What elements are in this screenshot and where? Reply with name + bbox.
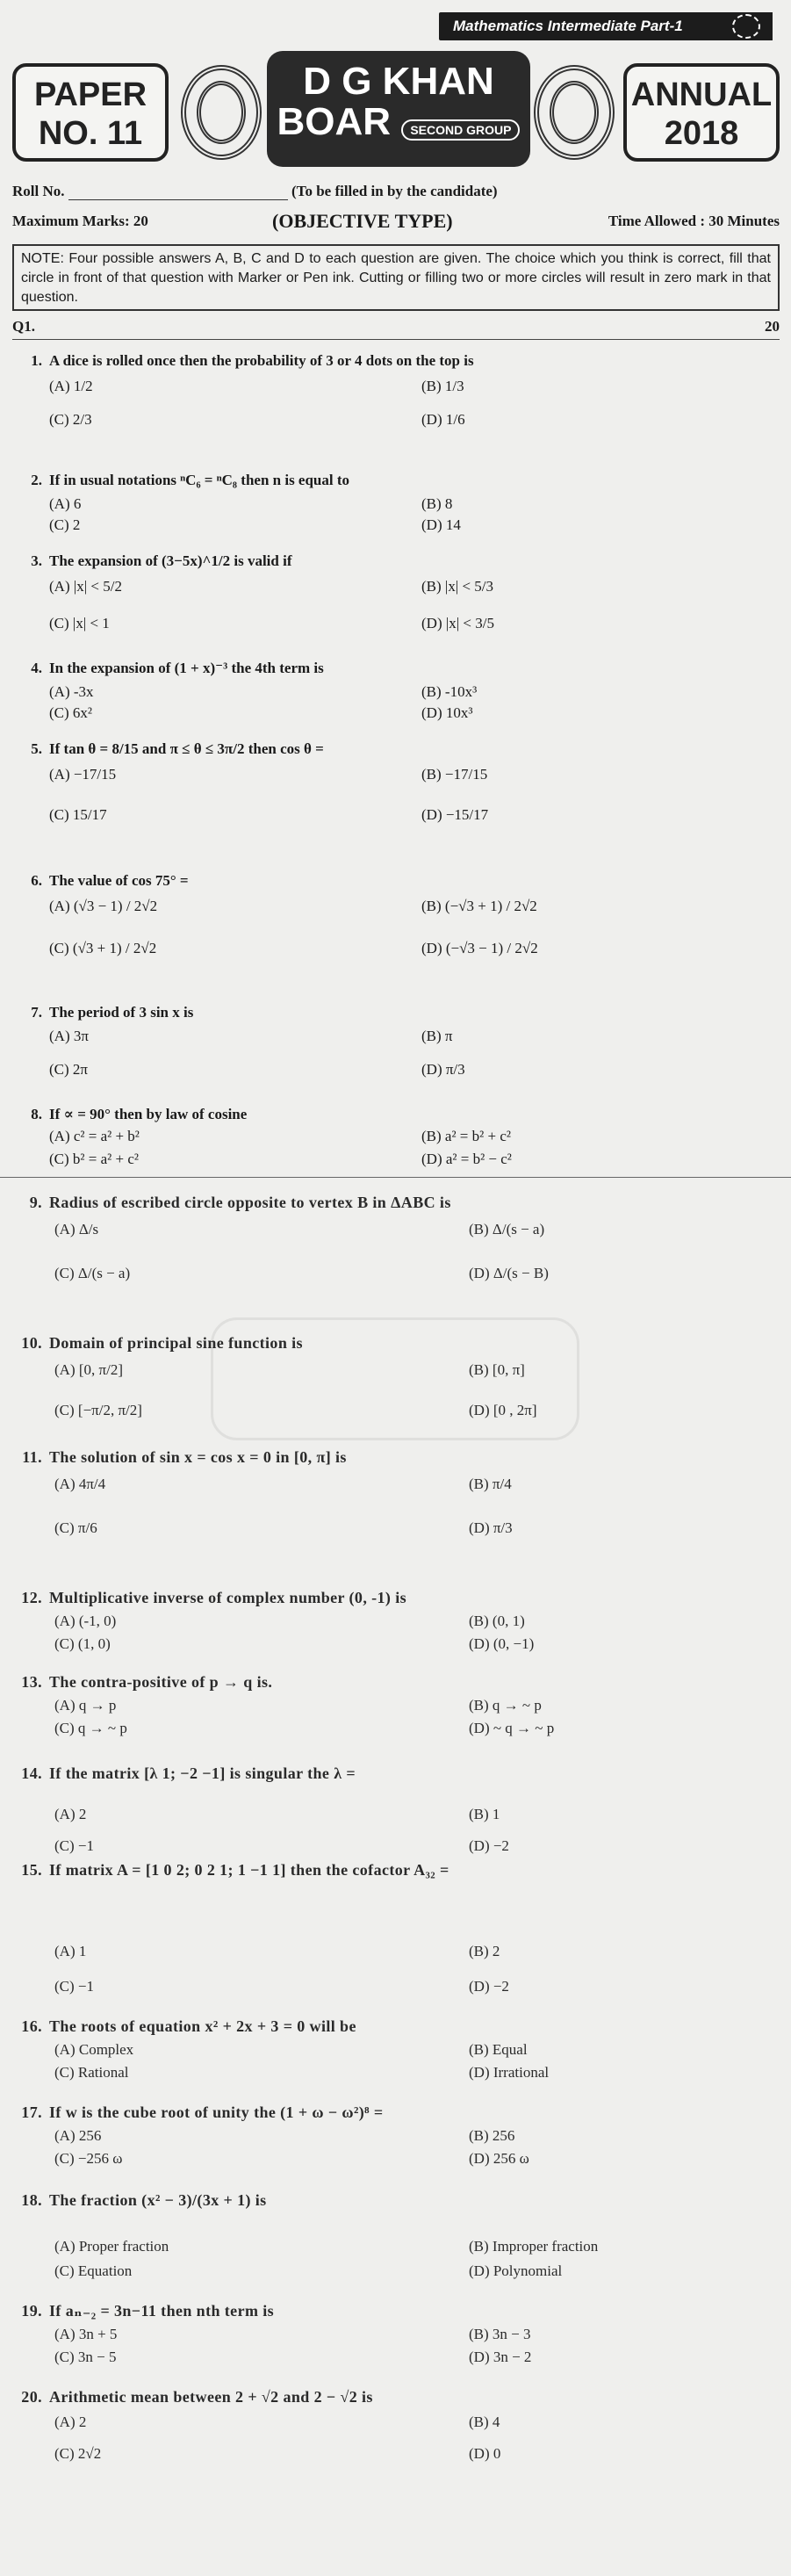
option-a: (A) 2 xyxy=(54,2414,87,2430)
question-number: 15. xyxy=(21,1861,42,1879)
option-b: (B) (0, 1) xyxy=(469,1613,525,1629)
option-a: (A) 2 xyxy=(54,1806,87,1822)
question-stem xyxy=(11,1105,780,1124)
question-item xyxy=(11,1447,780,1536)
option-c: (C) |x| < 1 xyxy=(49,615,110,631)
question-item xyxy=(11,2190,780,2279)
question-number: 2. xyxy=(31,472,42,488)
question-stem xyxy=(11,1588,780,1607)
question-item xyxy=(11,871,780,956)
session-year: 2018 xyxy=(664,115,739,152)
option-a: (A) 256 xyxy=(54,2127,102,2144)
question-text: If ∝ = 90° then by law of cosine xyxy=(49,1106,248,1122)
roll-hint: (To be filled in by the candidate) xyxy=(291,183,498,199)
option-a: (A) 3π xyxy=(49,1028,89,1044)
option-d: (D) Irrational xyxy=(469,2064,550,2081)
option-b: (B) −17/15 xyxy=(421,766,488,783)
option-d: (D) −2 xyxy=(469,1978,509,1995)
right-ring-ornament xyxy=(534,65,615,160)
question-text: Arithmetic mean between 2 + √2 and 2 − √2 is xyxy=(49,2388,373,2406)
question-number: 3. xyxy=(31,552,42,569)
question-item xyxy=(11,2301,780,2365)
question-text: The roots of equation x² + 2x + 3 = 0 will be xyxy=(49,2017,356,2035)
option-a: (A) c² = a² + b² xyxy=(49,1128,140,1144)
option-d: (D) a² = b² − c² xyxy=(421,1151,512,1167)
roll-row xyxy=(12,183,780,204)
option-c: (C) 3n − 5 xyxy=(54,2349,117,2365)
question-text: Multiplicative inverse of complex number (0, -1) is xyxy=(49,1589,407,1606)
option-a: (A) 4π/4 xyxy=(54,1476,106,1492)
question-number: 11. xyxy=(22,1448,42,1466)
option-b: (B) π/4 xyxy=(469,1476,512,1492)
question-stem xyxy=(11,351,780,371)
option-b: (B) [0, π] xyxy=(469,1361,525,1378)
question-text: The period of 3 sin x is xyxy=(49,1004,194,1021)
roll-label: Roll No. xyxy=(12,183,65,199)
paper-number: NO. 11 xyxy=(38,115,143,152)
option-b: (B) (−√3 + 1) / 2√2 xyxy=(421,898,537,914)
question-text: If the matrix [λ 1; −2 −1] is singular the λ = xyxy=(49,1764,356,1782)
option-d: (D) π/3 xyxy=(469,1519,513,1536)
question-item xyxy=(11,1333,780,1418)
option-c: (C) Δ/(s − a) xyxy=(54,1265,131,1281)
option-b: (B) π xyxy=(421,1028,453,1044)
option-c: (C) Rational xyxy=(54,2064,129,2081)
question-item xyxy=(11,552,780,631)
question-number: 20. xyxy=(21,2388,42,2406)
paper-label: PAPER xyxy=(33,76,147,113)
question-stem xyxy=(11,659,780,678)
question-item xyxy=(11,2103,780,2167)
option-c: (C) 2√2 xyxy=(54,2445,102,2462)
question-item xyxy=(11,659,780,721)
question-number: 4. xyxy=(31,660,42,676)
option-d: (D) 256 ω xyxy=(469,2150,529,2167)
paper-header xyxy=(12,51,780,174)
question-item xyxy=(11,1764,780,1854)
question-stem xyxy=(11,1764,780,1783)
option-c: (C) (1, 0) xyxy=(54,1635,111,1652)
question-item xyxy=(11,1672,780,1736)
question-marks: 20 xyxy=(765,318,780,335)
question-item xyxy=(11,1588,780,1652)
option-c: (C) 2/3 xyxy=(49,411,92,428)
option-c: (C) (√3 + 1) / 2√2 xyxy=(49,940,157,956)
header-divider xyxy=(12,339,780,340)
option-b: (B) 4 xyxy=(469,2414,500,2430)
question-number: 12. xyxy=(21,1589,42,1606)
option-a: (A) 1/2 xyxy=(49,378,93,394)
paper-number-box xyxy=(12,63,169,162)
option-c: (C) 15/17 xyxy=(49,806,107,823)
question-item xyxy=(11,1193,780,1281)
option-d: (D) π/3 xyxy=(421,1061,465,1078)
question-text: If aₙ₋₂ = 3n−11 then nth term is xyxy=(49,2302,275,2320)
option-d: (D) −15/17 xyxy=(421,806,489,823)
max-marks: Maximum Marks: 20 xyxy=(12,213,148,229)
ornament-icon xyxy=(732,14,760,39)
option-d: (D) 3n − 2 xyxy=(469,2349,532,2365)
option-d: (D) 1/6 xyxy=(421,411,465,428)
option-b: (B) 1 xyxy=(469,1806,500,1822)
subject-banner xyxy=(439,12,773,40)
option-b: (B) 2 xyxy=(469,1943,500,1959)
option-a: (A) (√3 − 1) / 2√2 xyxy=(49,898,158,914)
question-number: 14. xyxy=(21,1764,42,1782)
question-text: If w is the cube root of unity the (1 + ω − ω²)⁸ = xyxy=(49,2103,384,2121)
question-item xyxy=(11,1003,780,1078)
question-item xyxy=(11,740,780,823)
option-c: (C) q → ~ p xyxy=(54,1720,127,1736)
option-d: (D) ~ q → ~ p xyxy=(469,1720,555,1736)
question-text: The value of cos 75° = xyxy=(49,872,189,889)
section-divider xyxy=(0,1177,791,1178)
question-text: The expansion of (3−5x)^1/2 is valid if xyxy=(49,552,292,569)
option-b: (B) Equal xyxy=(469,2041,528,2058)
board-word: BOAR xyxy=(277,100,392,143)
question-stem xyxy=(11,2103,780,2122)
option-c: (C) 2π xyxy=(49,1061,88,1078)
question-text: In the expansion of (1 + x)⁻³ the 4th term is xyxy=(49,660,324,676)
option-c: (C) Equation xyxy=(54,2262,133,2279)
option-a: (A) |x| < 5/2 xyxy=(49,578,122,595)
group-badge: SECOND GROUP xyxy=(401,119,520,141)
question-stem xyxy=(11,2301,780,2320)
session-label: ANNUAL xyxy=(630,76,773,113)
question-stem xyxy=(11,1860,780,1880)
option-a: (A) (-1, 0) xyxy=(54,1613,117,1629)
question-number: 8. xyxy=(31,1106,42,1122)
board-logo xyxy=(267,51,530,167)
question-text: A dice is rolled once then the probability of 3 or 4 dots on the top is xyxy=(49,352,474,369)
option-d: (D) 10x³ xyxy=(421,704,473,721)
question-stem xyxy=(11,1333,780,1353)
option-a: (A) -3x xyxy=(49,683,94,700)
question-text: If in usual notations ⁿC₆ = ⁿC₈ then n is equal to xyxy=(49,472,350,488)
option-b: (B) 3n − 3 xyxy=(469,2326,531,2342)
question-number: 16. xyxy=(21,2017,42,2035)
option-c: (C) [−π/2, π/2] xyxy=(54,1402,142,1418)
question-stem xyxy=(11,1447,780,1467)
option-a: (A) 3n + 5 xyxy=(54,2326,118,2342)
option-a: (A) Δ/s xyxy=(54,1221,99,1237)
option-d: (D) Polynomial xyxy=(469,2262,563,2279)
question-text: The solution of sin x = cos x = 0 in [0, π] is xyxy=(49,1448,347,1466)
option-c: (C) −256 ω xyxy=(54,2150,123,2167)
option-a: (A) q → p xyxy=(54,1697,117,1714)
question-stem xyxy=(11,2387,780,2406)
question-stem xyxy=(11,552,780,571)
option-d: (D) (0, −1) xyxy=(469,1635,535,1652)
question-text: The contra-positive of p → q is. xyxy=(49,1673,273,1691)
option-b: (B) 8 xyxy=(421,495,453,512)
option-c: (C) −1 xyxy=(54,1837,94,1854)
board-name: D G KHAN xyxy=(303,60,494,103)
option-b: (B) Improper fraction xyxy=(469,2238,599,2255)
subject-label: Mathematics Intermediate Part-1 xyxy=(453,18,683,34)
question-text: The fraction (x² − 3)/(3x + 1) is xyxy=(49,2191,267,2209)
question-item xyxy=(11,2017,780,2081)
question-stem xyxy=(11,740,780,759)
option-b: (B) Δ/(s − a) xyxy=(469,1221,545,1237)
question-stem xyxy=(11,1003,780,1022)
option-b: (B) -10x³ xyxy=(421,683,478,700)
instructions-note: NOTE: Four possible answers A, B, C and D to each question are given. The choice which you think is correct, fill that circle in front of that question with Marker or Pen ink. Cutting or filling two or more circles will result in zero mark in that question. xyxy=(12,244,780,311)
exam-meta-row xyxy=(12,210,780,234)
question-item xyxy=(11,471,780,533)
question-item xyxy=(11,351,780,428)
question-number: 19. xyxy=(21,2302,42,2320)
session-box xyxy=(623,63,780,162)
question-number: 18. xyxy=(21,2191,42,2209)
question-label: Q1. xyxy=(12,318,35,335)
question-number: 6. xyxy=(31,872,42,889)
option-b: (B) 256 xyxy=(469,2127,515,2144)
question-number: 13. xyxy=(21,1673,42,1691)
option-b: (B) |x| < 5/3 xyxy=(421,578,494,595)
option-d: (D) −2 xyxy=(469,1837,509,1854)
option-a: (A) Complex xyxy=(54,2041,134,2058)
question-item xyxy=(11,1860,780,1995)
question-stem xyxy=(11,2017,780,2036)
paper-type: (OBJECTIVE TYPE) xyxy=(272,210,453,232)
option-d: (D) 0 xyxy=(469,2445,501,2462)
option-a: (A) [0, π/2] xyxy=(54,1361,123,1378)
question-item xyxy=(11,2387,780,2462)
option-a: (A) 1 xyxy=(54,1943,87,1959)
question-stem xyxy=(11,871,780,891)
option-a: (A) 6 xyxy=(49,495,82,512)
question-item xyxy=(11,1105,780,1167)
option-c: (C) 2 xyxy=(49,516,81,533)
question-stem xyxy=(11,1672,780,1692)
question-number: 7. xyxy=(31,1004,42,1021)
option-d: (D) (−√3 − 1) / 2√2 xyxy=(421,940,538,956)
option-d: (D) 14 xyxy=(421,516,461,533)
question-text: Domain of principal sine function is xyxy=(49,1334,303,1352)
question-number: 17. xyxy=(21,2103,42,2121)
question-stem xyxy=(11,2190,780,2210)
time-allowed: Time Allowed : 30 Minutes xyxy=(608,213,780,229)
roll-field xyxy=(68,186,288,200)
question-stem xyxy=(11,471,780,490)
option-a: (A) −17/15 xyxy=(49,766,117,783)
option-a: (A) Proper fraction xyxy=(54,2238,169,2255)
option-b: (B) 1/3 xyxy=(421,378,464,394)
option-b: (B) a² = b² + c² xyxy=(421,1128,511,1144)
question-text: Radius of escribed circle opposite to vertex B in ΔABC is xyxy=(49,1194,451,1211)
option-c: (C) π/6 xyxy=(54,1519,97,1536)
option-c: (C) b² = a² + c² xyxy=(49,1151,139,1167)
question-stem xyxy=(11,1193,780,1212)
question-number: 10. xyxy=(21,1334,42,1352)
option-d: (D) |x| < 3/5 xyxy=(421,615,494,631)
question-header xyxy=(12,318,780,336)
option-c: (C) −1 xyxy=(54,1978,94,1995)
question-text: If matrix A = [1 0 2; 0 2 1; 1 −1 1] then the cofactor A₃₂ = xyxy=(49,1861,449,1879)
question-number: 9. xyxy=(29,1194,42,1211)
question-number: 1. xyxy=(31,352,42,369)
option-d: (D) Δ/(s − B) xyxy=(469,1265,549,1281)
left-ring-ornament xyxy=(181,65,262,160)
question-number: 5. xyxy=(31,740,42,757)
option-c: (C) 6x² xyxy=(49,704,93,721)
option-d: (D) [0 , 2π] xyxy=(469,1402,537,1418)
question-text: If tan θ = 8/15 and π ≤ θ ≤ 3π/2 then cos θ = xyxy=(49,740,324,757)
option-b: (B) q → ~ p xyxy=(469,1697,542,1714)
